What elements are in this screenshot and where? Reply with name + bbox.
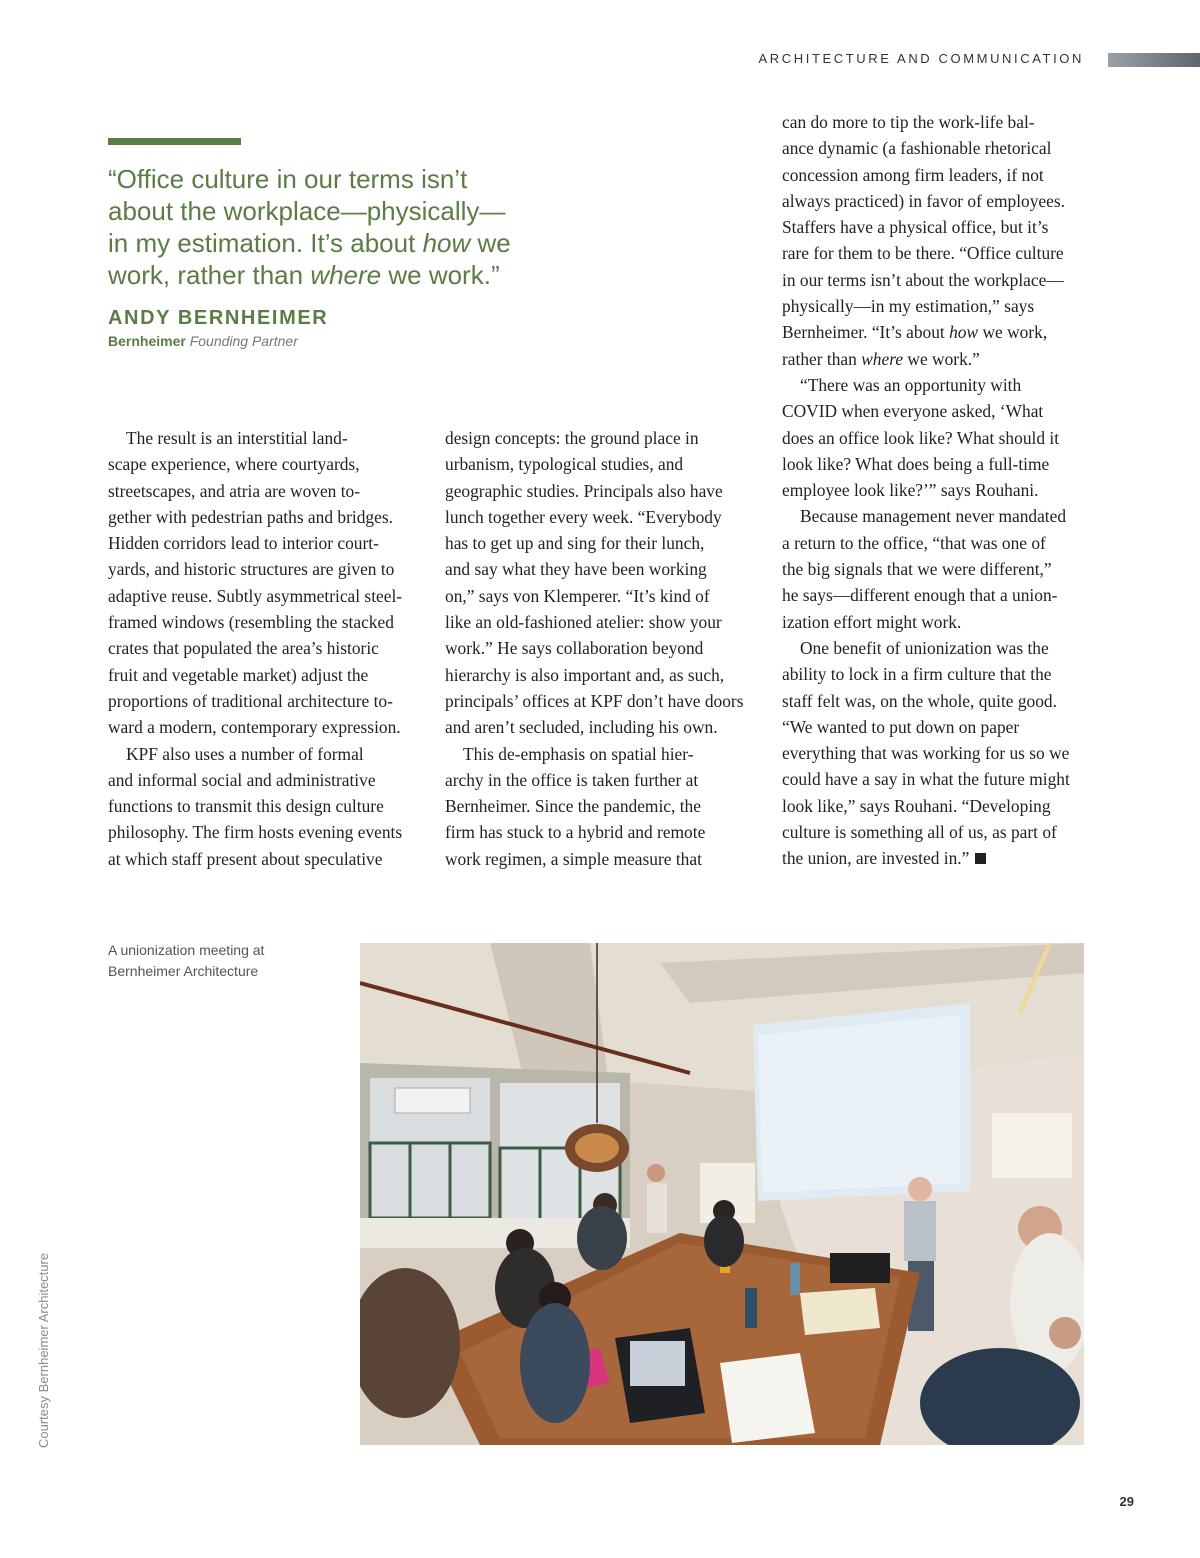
text-line: framed windows (resembling the stacked: [108, 612, 394, 633]
text-line: has to get up and sing for their lunch,: [445, 533, 705, 554]
text-line: philosophy. The firm hosts evening events: [108, 822, 403, 843]
text-line: culture is something all of us, as part of: [782, 822, 1057, 843]
text-line: look like,” says Rouhani. “Developing: [782, 795, 1051, 816]
text-line: always practiced) in favor of employees.: [782, 190, 1065, 211]
article-column-3: [782, 109, 1127, 872]
text-line: gether with pedestrian paths and bridges.: [108, 506, 393, 527]
text-line: “There was an opportunity with: [800, 374, 1022, 395]
text-line: urbanism, typological studies, and: [445, 454, 684, 475]
text-line: Because management never mandated: [800, 506, 1067, 527]
caption-line: A unionization meeting at: [108, 942, 265, 958]
photo-credit: Courtesy Bernheimer Architecture: [36, 1252, 51, 1448]
text-line: staff felt was, on the whole, quite good.: [782, 690, 1057, 711]
pull-quote-line: in my estimation. It’s about how we: [108, 228, 511, 258]
text-line: adaptive reuse. Subtly asymmetrical steel-: [108, 585, 403, 606]
text-line: look like? What does being a full-time: [782, 453, 1050, 474]
text-line: ability to lock in a firm culture that the: [782, 664, 1052, 685]
text-line: the union, are invested in.”: [782, 845, 1127, 871]
page-number: 29: [1119, 1494, 1134, 1509]
text-line: KPF also uses a number of formal: [126, 743, 364, 764]
meeting-photo: [360, 943, 1084, 1445]
text-line: ance dynamic (a fashionable rhetorical: [782, 138, 1052, 159]
article-column-2: [445, 425, 790, 872]
text-line: principals’ offices at KPF don’t have doors: [445, 690, 744, 711]
text-line: employee look like?’” says Rouhani.: [782, 480, 1039, 501]
text-line: archy in the office is taken further at: [445, 769, 699, 790]
article-column-1: [108, 425, 453, 872]
text-line: rare for them to be there. “Office culture: [782, 243, 1064, 264]
pull-quote-line: work, rather than where we work.”: [108, 260, 500, 290]
text-line: and say what they have been working: [445, 559, 707, 580]
text-line: in our terms isn’t about the workplace—: [782, 269, 1064, 290]
quote-rule: [108, 138, 241, 145]
text-line: can do more to tip the work-life bal-: [782, 112, 1035, 132]
text-line: ward a modern, contemporary expression.: [108, 717, 401, 738]
end-mark-icon: [975, 853, 986, 864]
text-line: rather than where we work.”: [782, 348, 980, 369]
text-line: could have a say in what the future might: [782, 769, 1070, 790]
text-line: concession among firm leaders, if not: [782, 164, 1044, 185]
text-line: fruit and vegetable market) adjust the: [108, 664, 369, 685]
pull-quote-line: about the workplace—physically—: [108, 196, 506, 226]
text-line: COVID when everyone asked, ‘What: [782, 401, 1044, 422]
text-line: yards, and historic structures are given to: [108, 559, 395, 580]
text-line: Staffers have a physical office, but it’s: [782, 217, 1049, 238]
text-line: crates that populated the area’s historic: [108, 638, 379, 659]
text-line: work.” He says collaboration beyond: [445, 638, 704, 659]
meeting-photo-illustration: [360, 943, 1084, 1445]
header-bar: [1108, 53, 1200, 67]
pull-quote: [108, 163, 558, 291]
text-line: like an old-fashioned atelier: show your: [445, 612, 722, 633]
text-line: proportions of traditional architecture to-: [108, 690, 393, 711]
text-line: streetscapes, and atria are woven to-: [108, 480, 361, 501]
text-line: does an office look like? What should it: [782, 427, 1060, 448]
text-line: and aren’t secluded, including his own.: [445, 717, 718, 738]
text-line: This de-emphasis on spatial hier-: [463, 743, 694, 764]
text-line: The result is an interstitial land-: [126, 428, 348, 448]
text-line: design concepts: the ground place in: [445, 428, 699, 448]
quote-author-title: Founding Partner: [189, 333, 298, 349]
text-line: functions to transmit this design culture: [108, 796, 384, 817]
text-line: firm has stuck to a hybrid and remote: [445, 822, 706, 843]
text-line: “We wanted to put down on paper: [782, 716, 1020, 737]
quote-author-name: ANDY BERNHEIMER: [108, 307, 329, 329]
caption-line: Bernheimer Architecture: [108, 963, 259, 979]
text-line: Bernheimer. Since the pandemic, the: [445, 796, 701, 817]
text-line: everything that was working for us so we: [782, 743, 1070, 764]
text-line: he says—different enough that a union-: [782, 585, 1058, 606]
text-line: scape experience, where courtyards,: [108, 454, 360, 475]
text-line: the big signals that we were different,”: [782, 559, 1052, 580]
figure-caption: [108, 940, 338, 982]
pull-quote-line: “Office culture in our terms isn’t: [108, 164, 468, 194]
text-line: at which staff present about speculative: [108, 848, 383, 869]
quote-author-firm: Bernheimer: [108, 333, 186, 349]
text-line: Hidden corridors lead to interior court-: [108, 533, 379, 554]
text-line: lunch together every week. “Everybody: [445, 506, 722, 527]
text-line: ization effort might work.: [782, 611, 962, 632]
text-line: and informal social and administrative: [108, 769, 376, 790]
text-line: Bernheimer. “It’s about how we work,: [782, 322, 1048, 343]
text-line: work regimen, a simple measure that: [445, 848, 702, 869]
quote-author-role: [108, 333, 298, 349]
text-line: hierarchy is also important and, as such,: [445, 664, 725, 685]
section-label: ARCHITECTURE AND COMMUNICATION: [758, 51, 1084, 66]
text-line: physically—in my estimation,” says: [782, 296, 1035, 317]
text-line: a return to the office, “that was one of: [782, 532, 1046, 553]
text-line: One benefit of unionization was the: [800, 637, 1049, 658]
text-line: geographic studies. Principals also have: [445, 480, 723, 501]
text-line: on,” says von Klemperer. “It’s kind of: [445, 585, 710, 606]
